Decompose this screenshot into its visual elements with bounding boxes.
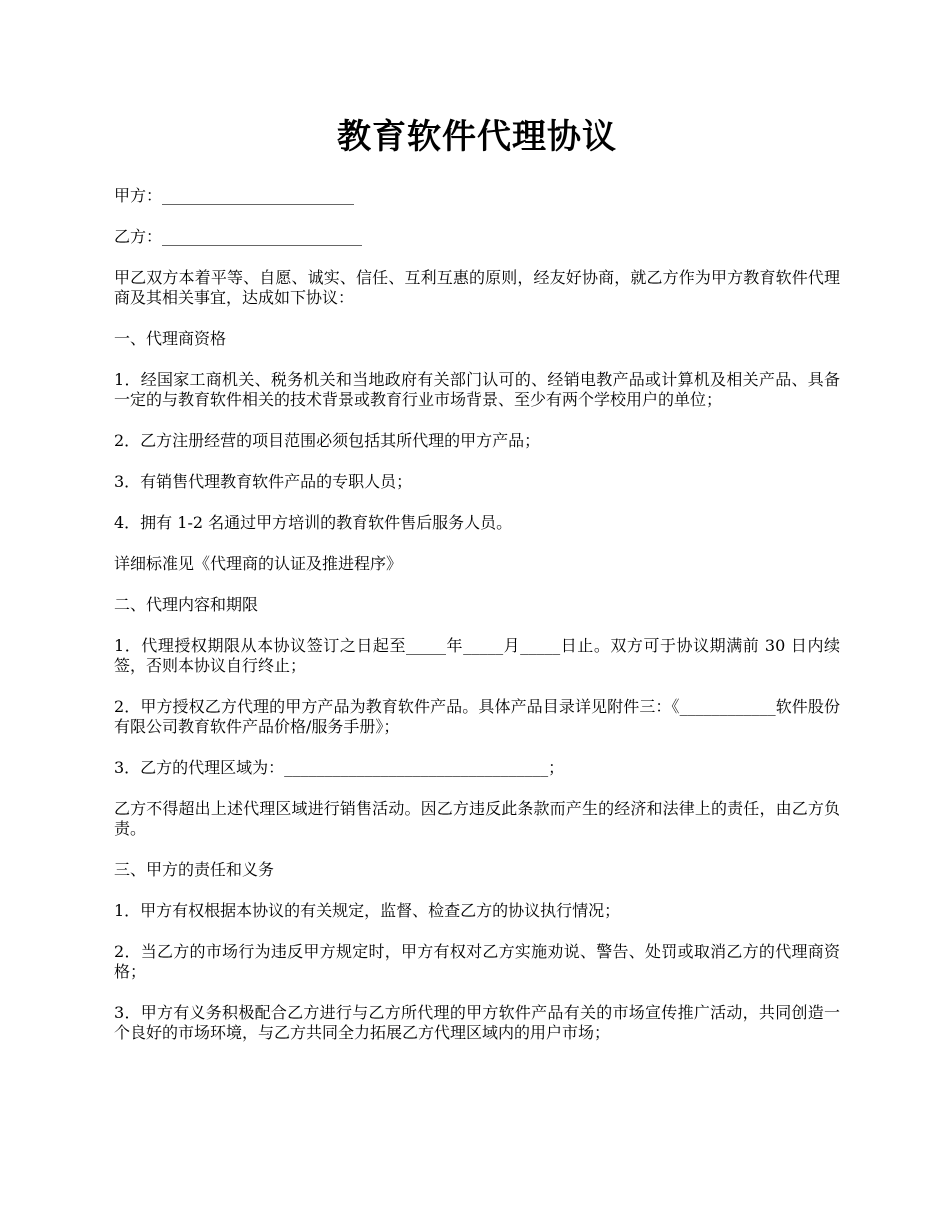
clause-3-2: 2．当乙方的市场行为违反甲方规定时，甲方有权对乙方实施劝说、警告、处罚或取消乙方的代理商资格； — [114, 942, 840, 981]
clause-2-2: 2．甲方授权乙方代理的甲方产品为教育软件产品。具体产品目录详见附件三：《____________软件股份有限公司教育软件产品价格/服务手册》； — [114, 697, 840, 736]
clause-1-3: 3．有销售代理教育软件产品的专职人员； — [114, 472, 413, 491]
party-a-line: 甲方：________________________ — [114, 186, 355, 205]
clause-3-1: 1．甲方有权根据本协议的有关规定，监督、检查乙方的协议执行情况； — [114, 901, 621, 920]
section-heading-3: 三、甲方的责任和义务 — [114, 860, 275, 879]
party-b-line: 乙方：_________________________ — [114, 227, 363, 246]
section-heading-2: 二、代理内容和期限 — [114, 595, 259, 614]
clause-2-1: 1．代理授权期限从本协议签订之日起至_____年_____月_____日止。双方可于协议期满前 30 日内续签，否则本协议自行终止； — [114, 636, 840, 675]
clause-1-4: 4．拥有 1-2 名通过甲方培训的教育软件售后服务人员。 — [114, 513, 513, 532]
territory-restriction: 乙方不得超出上述代理区域进行销售活动。因乙方违反此条款而产生的经济和法律上的责任，由乙方负责。 — [114, 799, 840, 838]
clause-1-1: 1．经国家工商机关、税务机关和当地政府有关部门认可的、经销电教产品或计算机及相关产品、具备一定的与教育软件相关的技术背景或教育行业市场背景、至少有两个学校用户的单位； — [114, 370, 840, 409]
clause-2-3: 3．乙方的代理区域为：_________________________________； — [114, 758, 565, 777]
standard-reference: 详细标准见《代理商的认证及推进程序》 — [114, 554, 403, 573]
section-heading-1: 一、代理商资格 — [114, 329, 227, 348]
preamble-paragraph: 甲乙双方本着平等、自愿、诚实、信任、互利互惠的原则，经友好协商，就乙方作为甲方教育软件代理商及其相关事宜，达成如下协议： — [114, 268, 840, 307]
document-title: 教育软件代理协议 — [337, 117, 617, 157]
clause-3-3: 3．甲方有义务积极配合乙方进行与乙方所代理的甲方软件产品有关的市场宣传推广活动，共同创造一个良好的市场环境，与乙方共同全力拓展乙方代理区域内的用户市场； — [114, 1003, 840, 1042]
clause-1-2: 2．乙方注册经营的项目范围必须包括其所代理的甲方产品； — [114, 431, 541, 450]
